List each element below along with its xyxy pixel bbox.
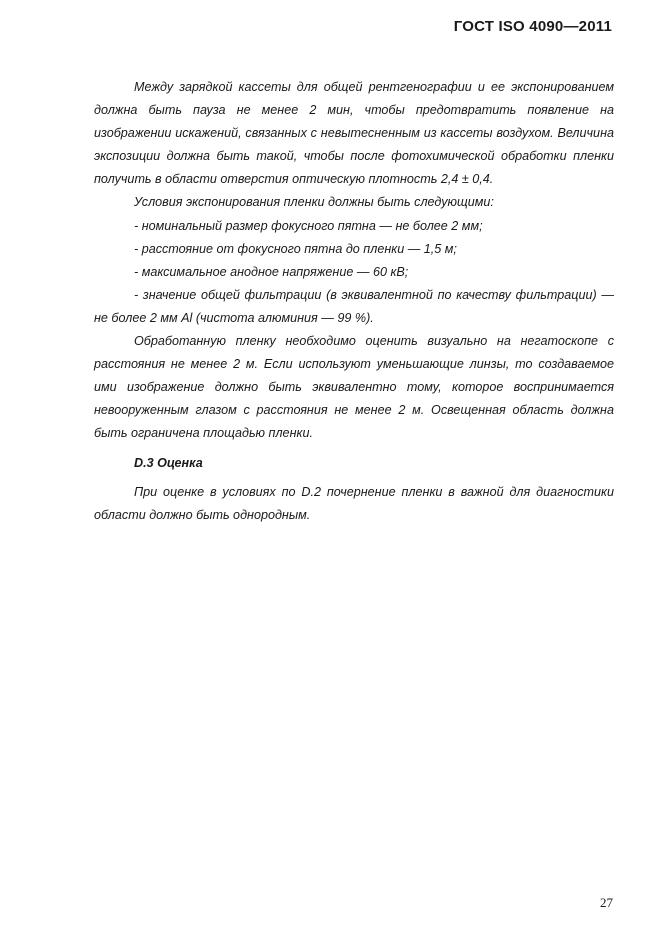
document-code: ГОСТ ISO 4090—2011 xyxy=(453,18,612,35)
list-item: - максимальное анодное напряжение — 60 кВ; xyxy=(134,264,409,279)
paragraph-conditions-intro: Условия экспонирования пленки должны быть следующими: xyxy=(134,195,494,210)
document-body xyxy=(94,76,614,527)
list-item: - расстояние от фокусного пятна до пленки — 1,5 м; xyxy=(134,241,457,256)
list-item: - значение общей фильтрации (в эквивалентной по качеству фильтрации) — не более 2 мм Al (чистота алюминия — 99 %). xyxy=(94,287,614,325)
section-heading: D.3 Оценка xyxy=(134,455,203,470)
paragraph-pause: Между зарядкой кассеты для общей рентгенографии и ее экспонированием должна быть пауза не менее 2 мин, чтобы предотвратить появление на изображении искажений, связанных с невытесненным из кассеты воздухом. Величина экспозиции должна быть такой, чтобы после фотохимической обработки пленки получить в области отверстия оптическую плотность 2,4 ± 0,4. xyxy=(94,80,614,187)
paragraph-evaluation-viewing: Обработанную пленку необходимо оценить визуально на негатоскопе с расстояния не менее 2 м. Если используют уменьшающие линзы, то создаваемое ими изображение должно быть эквивалентно тому, которое воспринимается невооруженным глазом с расстояния не менее 2 м. Освещенная область должна быть ограничена площадью пленки. xyxy=(94,334,614,441)
conditions-list xyxy=(94,215,614,330)
page-number: 27 xyxy=(600,895,613,910)
list-item: - номинальный размер фокусного пятна — не более 2 мм; xyxy=(134,218,483,233)
paragraph-assessment: При оценке в условиях по D.2 почернение пленки в важной для диагностики области должно быть однородным. xyxy=(94,484,614,522)
